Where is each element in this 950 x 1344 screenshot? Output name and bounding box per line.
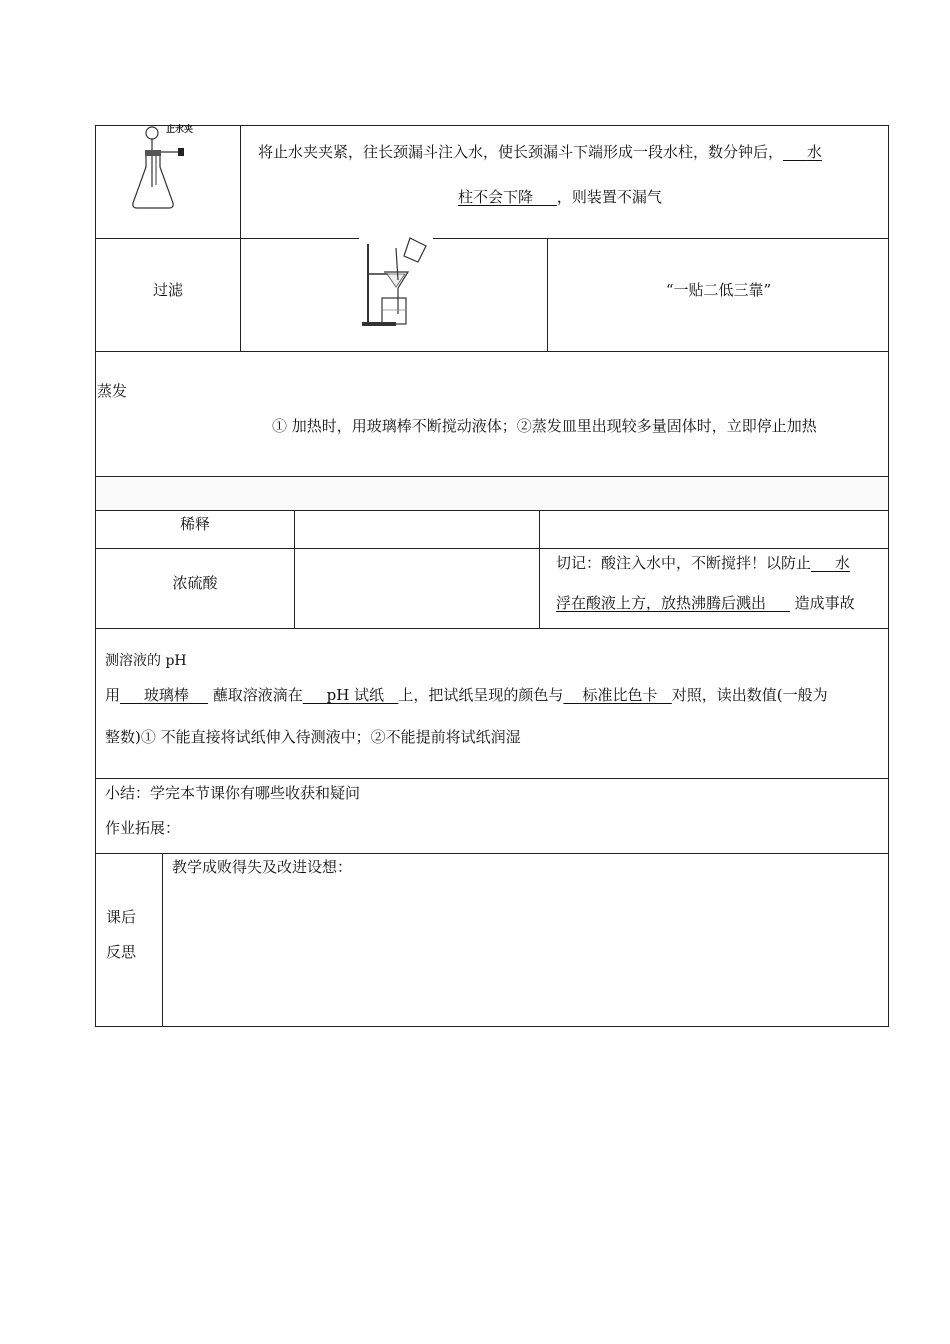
airtight-blank-2 (458, 188, 557, 206)
airtight-line2-text: ，则装置不漏气 (556, 188, 662, 206)
airtight-blank-1 (783, 143, 822, 161)
reflect-row (95, 853, 889, 1027)
dilute-mid-line (95, 548, 889, 549)
dilute-blank-2 (556, 594, 790, 612)
ph-l1-c: 蘸取溶液滴在 (212, 686, 303, 704)
ph-l1-a: 用 (105, 686, 121, 704)
ph-l1-e: 对照，读出数值(一般为 (671, 686, 828, 704)
airtight-line1-text: 将止水夹夹紧，往长颈漏斗注入水，使长颈漏斗下端形成一段水柱，数分钟后， (258, 143, 784, 161)
reflect-label-1: 课后 (106, 908, 137, 926)
dilute-divider-2 (539, 510, 540, 629)
ph-title: 测溶液的 pH (105, 653, 187, 669)
dilute-blank-2-text: 浮在酸液上方，放热沸腾后溅出 (556, 594, 767, 612)
airtight-blank-2-text: 柱不会下降 (458, 188, 534, 206)
summary-line1: 小结：学完本节课你有哪些收获和疑问 (105, 784, 361, 802)
dilute-line1-text: 切记：酸注入水中，不断搅拌！以防止 (556, 554, 812, 572)
summary-line2: 作业拓展： (105, 819, 181, 837)
ph-line1 (105, 685, 828, 705)
airtight-line1 (258, 142, 822, 162)
ph-l1-d: 上，把试纸呈现的颜色与 (398, 686, 564, 704)
ph-blank-2-text: pH 试纸 (326, 686, 385, 704)
ph-blank-3-text: 标准比色卡 (582, 686, 658, 704)
dilute-blank-1-text: 水 (834, 554, 850, 572)
ph-line2: 整数)① 不能直接将试纸伸入待测液中；②不能提前将试纸润湿 (105, 728, 521, 746)
filter-label: 过滤 (152, 281, 183, 299)
filter-divider-1 (240, 238, 241, 352)
filter-note: “一贴二低三靠” (665, 281, 772, 299)
dilute-blank-1 (811, 554, 850, 572)
ph-blank-3 (563, 686, 671, 704)
dilute-divider-1 (294, 510, 295, 629)
filtration-apparatus-image (360, 236, 434, 330)
reflect-label-2: 反思 (106, 943, 137, 961)
evaporate-note: ① 加热时，用玻璃棒不断搅动液体；②蒸发皿里出现较多量固体时，立即停止加热 (272, 417, 817, 435)
sulfuric-acid-label: 浓硫酸 (172, 574, 218, 592)
ph-blank-1 (120, 686, 208, 704)
airtight-line2 (458, 187, 662, 207)
clamp-label: 止水夹 (166, 125, 194, 135)
dilute-line2-text: 造成事故 (794, 594, 855, 612)
airtight-blank-1-text: 水 (806, 143, 822, 161)
evaporate-label: 蒸发 (97, 382, 128, 400)
flask-apparatus-image (128, 125, 208, 213)
empty-row (95, 476, 889, 511)
dilute-line1 (556, 553, 850, 573)
reflect-divider (162, 853, 163, 1027)
evaporate-row (95, 351, 889, 477)
ph-blank-1-text: 玻璃棒 (143, 686, 189, 704)
reflect-content: 教学成败得失及改进设想： (172, 858, 353, 876)
airtight-divider (240, 125, 241, 239)
ph-blank-2 (303, 686, 399, 704)
dilute-line2 (556, 593, 855, 613)
dilute-label: 稀释 (179, 515, 210, 533)
